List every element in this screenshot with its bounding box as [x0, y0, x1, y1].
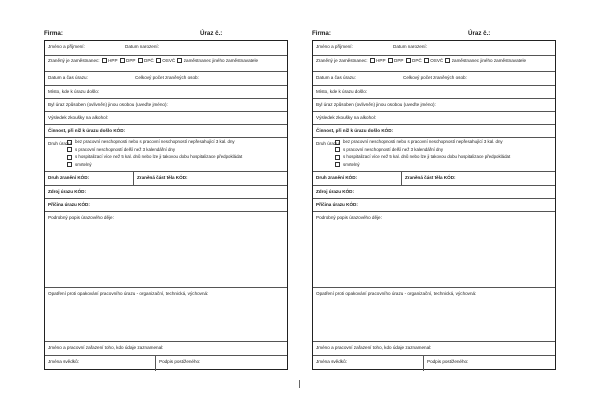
- row-place[interactable]: [45, 85, 287, 98]
- row-caused-by[interactable]: [313, 98, 555, 111]
- zranena-cast-label[interactable]: Zraněná část těla KÓD:: [137, 175, 188, 180]
- zpusobil-label: Byl úraz způsoben (ovlivněn) jinou osobou (uveďte jméno):: [48, 102, 168, 107]
- injury-form: [44, 40, 288, 370]
- datum-narozeni-label: Datum narození:: [125, 44, 159, 49]
- checkbox-hpp[interactable]: [370, 58, 375, 63]
- row-recorded-by[interactable]: [313, 341, 555, 355]
- option-dpc-label: DPČ: [144, 58, 154, 64]
- jmeno-label: Jméno a příjmení:: [48, 44, 85, 49]
- row-recorded-by[interactable]: [45, 341, 287, 355]
- checkbox-hpp[interactable]: [102, 58, 107, 63]
- checkbox-jiny-zamestnavatel[interactable]: [177, 58, 182, 63]
- pricina-label: Příčina úrazu KÓD:: [316, 202, 358, 207]
- druh-urazu-label: Druh úrazu:: [316, 141, 341, 146]
- form-header: [312, 30, 556, 40]
- podpis-label[interactable]: Podpis postiženého:: [159, 359, 201, 364]
- option-osvc-label: OSVČ: [162, 58, 176, 64]
- row-source[interactable]: [45, 185, 287, 198]
- row-employee-type: [313, 55, 555, 71]
- zamestnanec-label: Zraněný je zaměstnanec:: [48, 58, 100, 64]
- checkbox-dpc[interactable]: [138, 58, 143, 63]
- zdroj-label: Zdroj úrazu KÓD:: [316, 189, 355, 194]
- uraz-number-label[interactable]: Úraz č.:: [200, 30, 223, 37]
- checkbox-injury-3[interactable]: [335, 155, 340, 160]
- zpusobil-label: Byl úraz způsoben (ovlivněn) jinou osobou (uveďte jméno):: [316, 102, 436, 107]
- checkbox-dpp[interactable]: [120, 58, 125, 63]
- checkbox-jiny-zamestnavatel[interactable]: [445, 58, 450, 63]
- row-injury-code: [45, 171, 287, 185]
- firma-label[interactable]: Firma:: [44, 30, 63, 37]
- checkbox-injury-1[interactable]: [67, 140, 72, 145]
- checkbox-injury-2[interactable]: [335, 147, 340, 152]
- checkbox-osvc[interactable]: [424, 58, 429, 63]
- divider: [133, 172, 134, 185]
- option-jiny-label: zaměstnanec jiného zaměstnavatele: [183, 58, 259, 64]
- druh-zraneni-label[interactable]: Druh zranění KÓD:: [316, 175, 358, 180]
- row-name[interactable]: [313, 41, 555, 55]
- svedek-label[interactable]: Jména svědků:: [316, 359, 347, 364]
- misto-label: Místo, kde k úrazu došlo:: [316, 89, 368, 94]
- row-place[interactable]: [313, 85, 555, 98]
- datum-cas-label: Datum a čas úrazu:: [48, 75, 88, 80]
- checkbox-dpp[interactable]: [388, 58, 393, 63]
- opatreni-label: Opatření proti opakování pracovního úrazu - organizační, technická, výchovná:: [316, 291, 477, 296]
- zamestnanec-label: Zraněný je zaměstnanec:: [316, 58, 368, 64]
- row-description[interactable]: [313, 211, 555, 287]
- firma-label[interactable]: Firma:: [312, 30, 331, 37]
- pricina-label: Příčina úrazu KÓD:: [48, 202, 90, 207]
- popis-label: Podrobný popis úrazového děje:: [48, 215, 114, 220]
- checkbox-injury-1[interactable]: [335, 140, 340, 145]
- druh-zraneni-label[interactable]: Druh zranění KÓD:: [48, 175, 90, 180]
- popis-label: Podrobný popis úrazového děje:: [316, 215, 382, 220]
- checkbox-osvc[interactable]: [156, 58, 161, 63]
- row-injury-code: [313, 171, 555, 185]
- option-osvc-label: OSVČ: [430, 58, 444, 64]
- cinnost-label: Činnost, při níž k úrazu došlo KÓD:: [316, 128, 394, 133]
- row-witness-signature: [313, 355, 555, 371]
- injury-form: [312, 40, 556, 370]
- row-activity[interactable]: [313, 124, 555, 137]
- pocet-zranenych-label: Celkový počet zraněných osob:: [135, 75, 199, 80]
- zaznamenal-label: Jméno a pracovní zařazení toho, kdo údaje zaznamenal:: [48, 345, 164, 350]
- row-source[interactable]: [313, 185, 555, 198]
- row-description[interactable]: [45, 211, 287, 287]
- form-page-right: [300, 0, 600, 400]
- option-dpp-label: DPP: [126, 58, 136, 64]
- zaznamenal-label: Jméno a pracovní zařazení toho, kdo údaje zaznamenal:: [316, 345, 432, 350]
- row-cause[interactable]: [45, 198, 287, 211]
- row-caused-by[interactable]: [45, 98, 287, 111]
- form-header: [44, 30, 288, 40]
- row-measures[interactable]: [45, 287, 287, 341]
- misto-label: Místo, kde k úrazu došlo:: [48, 89, 100, 94]
- row-injury-type: Druh úrazu: bez pracovní neschopnosti nebo s pracovní neschopností nepřesahující 3 kal. dny s pracovní neschopností delší než 3 kalendářní dny s hospitalizací více než 5 kal. dnů nebo lze ji takovou dobu hospitalizace předpokládat smrtelný: [313, 137, 555, 171]
- checkbox-injury-2[interactable]: [67, 147, 72, 152]
- row-alcohol[interactable]: [45, 111, 287, 124]
- option-dpp-label: DPP: [394, 58, 404, 64]
- option-hpp-label: HPP: [376, 58, 386, 64]
- opatreni-label: Opatření proti opakování pracovního úrazu - organizační, technická, výchovná:: [48, 291, 209, 296]
- svedek-label[interactable]: Jména svědků:: [48, 359, 79, 364]
- option-hpp-label: HPP: [108, 58, 118, 64]
- checkbox-dpc[interactable]: [406, 58, 411, 63]
- zranena-cast-label[interactable]: Zraněná část těla KÓD:: [405, 175, 456, 180]
- row-name[interactable]: [45, 41, 287, 55]
- cinnost-label: Činnost, při níž k úrazu došlo KÓD:: [48, 128, 126, 133]
- row-date-time[interactable]: [45, 71, 287, 85]
- uraz-number-label[interactable]: Úraz č.:: [468, 30, 491, 37]
- row-witness-signature: [45, 355, 287, 371]
- jmeno-label: Jméno a příjmení:: [316, 44, 353, 49]
- datum-cas-label: Datum a čas úrazu:: [316, 75, 356, 80]
- row-cause[interactable]: [313, 198, 555, 211]
- row-date-time[interactable]: [313, 71, 555, 85]
- center-fold-mark: [299, 380, 300, 388]
- druh-urazu-label: Druh úrazu:: [48, 141, 73, 146]
- checkbox-injury-4[interactable]: [335, 162, 340, 167]
- pocet-zranenych-label: Celkový počet zraněných osob:: [403, 75, 467, 80]
- divider: [423, 356, 424, 371]
- option-dpc-label: DPČ: [412, 58, 422, 64]
- zdroj-label: Zdroj úrazu KÓD:: [48, 189, 87, 194]
- row-alcohol[interactable]: [313, 111, 555, 124]
- row-activity[interactable]: [45, 124, 287, 137]
- row-employee-type: [45, 55, 287, 71]
- alkohol-label: Výsledek zkoušky na alkohol:: [316, 115, 377, 120]
- row-injury-type: Druh úrazu: bez pracovní neschopnosti nebo s pracovní neschopností nepřesahující 3 kal. dny s pracovní neschopností delší než 3 kalendářní dny s hospitalizací více než 5 kal. dnů nebo lze ji takovou dobu hospitalizace předpokládat smrtelný: [45, 137, 287, 171]
- podpis-label[interactable]: Podpis postiženého:: [427, 359, 469, 364]
- divider: [401, 172, 402, 185]
- alkohol-label: Výsledek zkoušky na alkohol:: [48, 115, 109, 120]
- divider: [155, 356, 156, 371]
- checkbox-injury-3[interactable]: [67, 155, 72, 160]
- datum-narozeni-label: Datum narození:: [393, 44, 427, 49]
- option-jiny-label: zaměstnanec jiného zaměstnavatele: [451, 58, 527, 64]
- row-measures[interactable]: [313, 287, 555, 341]
- checkbox-injury-4[interactable]: [67, 162, 72, 167]
